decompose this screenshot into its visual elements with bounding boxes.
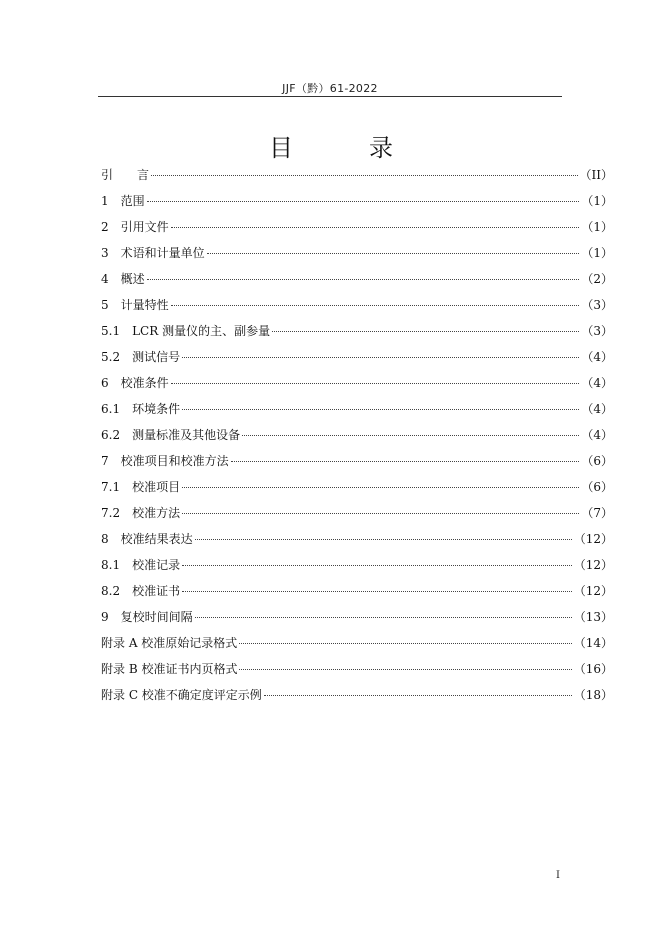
- toc-entry-page: （14）: [573, 636, 613, 650]
- toc-entry-label: 5 计量特性: [101, 298, 169, 312]
- toc-entry[interactable]: [101, 448, 613, 474]
- toc-leader-dots: [207, 253, 580, 254]
- toc-entry-page: （4）: [581, 350, 613, 364]
- toc-entry[interactable]: [101, 552, 613, 578]
- toc-leader-dots: [182, 409, 579, 410]
- toc-entry[interactable]: [101, 396, 613, 422]
- toc-entry-label: 5.1 LCR 测量仪的主、副参量: [101, 324, 271, 338]
- toc-leader-dots: [151, 175, 578, 176]
- toc-entry-page: （3）: [581, 324, 613, 338]
- toc-leader-dots: [195, 539, 572, 540]
- toc-entry[interactable]: [101, 474, 613, 500]
- toc-leader-dots: [182, 513, 579, 514]
- toc-entry[interactable]: [101, 292, 613, 318]
- toc-leader-dots: [171, 305, 580, 306]
- toc-entry-page: （7）: [581, 506, 613, 520]
- toc-entry[interactable]: [101, 422, 613, 448]
- toc-leader-dots: [147, 279, 580, 280]
- toc-entry-label: 3 术语和计量单位: [101, 246, 205, 260]
- toc-entry-label: 1 范围: [101, 194, 145, 208]
- running-header: JJF（黔）61-2022: [282, 82, 378, 95]
- toc-entry[interactable]: [101, 318, 613, 344]
- toc-entry-label: 5.2 测试信号: [101, 350, 181, 364]
- toc-entry-label: 4 概述: [101, 272, 145, 286]
- toc-entry[interactable]: [101, 188, 613, 214]
- toc-entry-label: 6 校准条件: [101, 376, 169, 390]
- toc-leader-dots: [272, 331, 579, 332]
- toc-leader-dots: [182, 487, 579, 488]
- toc-leader-dots: [195, 617, 572, 618]
- toc-leader-dots: [239, 643, 571, 644]
- toc-entry[interactable]: [101, 682, 613, 708]
- toc-entry-page: （12）: [573, 584, 613, 598]
- toc-entry[interactable]: [101, 370, 613, 396]
- toc-entry-page: （6）: [581, 454, 613, 468]
- toc-entry-page: （4）: [581, 376, 613, 390]
- toc-leader-dots: [182, 565, 572, 566]
- toc-leader-dots: [171, 227, 580, 228]
- toc-entry[interactable]: [101, 604, 613, 630]
- toc-entry-page: （16）: [573, 662, 613, 676]
- toc-leader-dots: [171, 383, 580, 384]
- toc-entry-label: 7.2 校准方法: [101, 506, 181, 520]
- toc-entry-page: （4）: [581, 428, 613, 442]
- toc-entry-page: （18）: [573, 688, 613, 702]
- toc-entry-label: 8.1 校准记录: [101, 558, 181, 572]
- toc-entry-label: 6.1 环境条件: [101, 402, 181, 416]
- toc-entry-page: （4）: [581, 402, 613, 416]
- toc-entry-page: （12）: [573, 532, 613, 546]
- toc-entry-label: 附录 B 校准证书内页格式: [101, 662, 238, 676]
- toc-entry-label: 附录 C 校准不确定度评定示例: [101, 688, 262, 702]
- toc-entry-label: 引 言: [101, 168, 150, 182]
- toc-entry-page: （1）: [581, 246, 613, 260]
- toc-entry-label: 8.2 校准证书: [101, 584, 181, 598]
- table-of-contents: [101, 162, 613, 708]
- toc-leader-dots: [242, 435, 579, 436]
- toc-leader-dots: [182, 357, 579, 358]
- toc-entry[interactable]: [101, 526, 613, 552]
- toc-entry-label: 附录 A 校准原始记录格式: [101, 636, 238, 650]
- toc-entry[interactable]: [101, 656, 613, 682]
- toc-entry[interactable]: [101, 162, 613, 188]
- header-rule: [98, 96, 562, 97]
- toc-entry-label: 7.1 校准项目: [101, 480, 181, 494]
- toc-entry-page: （1）: [581, 220, 613, 234]
- toc-entry-page: （13）: [573, 610, 613, 624]
- toc-entry-page: （2）: [581, 272, 613, 286]
- toc-leader-dots: [231, 461, 580, 462]
- toc-entry-label: 6.2 测量标准及其他设备: [101, 428, 241, 442]
- toc-entry[interactable]: [101, 266, 613, 292]
- toc-entry-page: （12）: [573, 558, 613, 572]
- page-title: 目 录: [269, 134, 419, 162]
- toc-entry[interactable]: [101, 344, 613, 370]
- toc-entry[interactable]: [101, 500, 613, 526]
- toc-entry-label: 7 校准项目和校准方法: [101, 454, 229, 468]
- page-number: I: [556, 870, 560, 881]
- toc-leader-dots: [239, 669, 571, 670]
- toc-entry-page: （II）: [579, 168, 613, 182]
- toc-entry-label: 2 引用文件: [101, 220, 169, 234]
- toc-entry-label: 9 复校时间间隔: [101, 610, 193, 624]
- toc-entry-page: （3）: [581, 298, 613, 312]
- toc-entry-label: 8 校准结果表达: [101, 532, 193, 546]
- toc-entry[interactable]: [101, 630, 613, 656]
- toc-leader-dots: [182, 591, 572, 592]
- toc-entry[interactable]: [101, 214, 613, 240]
- toc-entry-page: （1）: [581, 194, 613, 208]
- toc-entry-page: （6）: [581, 480, 613, 494]
- toc-entry[interactable]: [101, 240, 613, 266]
- toc-leader-dots: [147, 201, 580, 202]
- toc-leader-dots: [264, 695, 572, 696]
- toc-entry[interactable]: [101, 578, 613, 604]
